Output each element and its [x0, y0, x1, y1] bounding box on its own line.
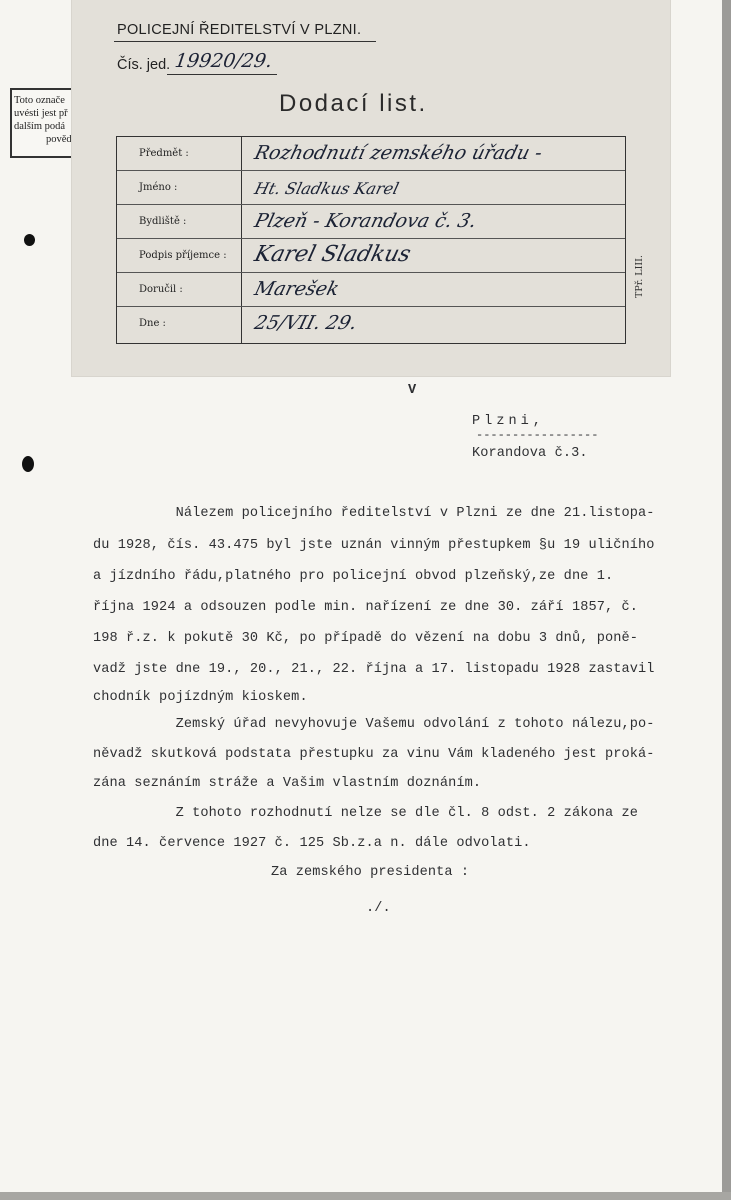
body-line: Z tohoto rozhodnutí nelze se dle čl. 8 odst. 2 zákona ze [93, 806, 638, 821]
form-row [117, 239, 625, 273]
typed-v-mark: V [408, 383, 417, 398]
side-note-line: Toto označe [14, 95, 65, 106]
form-value: Marešek [252, 278, 342, 300]
side-note-line: uvésti jest př [14, 108, 68, 119]
closing-line: Za zemského presidenta : [271, 865, 470, 880]
reference-number: 19920/29. [173, 50, 274, 72]
form-label: Jméno : [139, 182, 178, 193]
slip-header: POLICEJNÍ ŘEDITELSTVÍ V PLZNI. [117, 22, 362, 38]
form-value: Ht. Sladkus Karel [252, 179, 401, 198]
punch-hole [22, 456, 34, 472]
address-city: Plzni, [472, 414, 545, 429]
page-edge-right [722, 0, 731, 1200]
body-line: Zemský úřad nevyhovuje Vašemu odvolání z tohoto nálezu,po- [93, 717, 655, 732]
punch-hole [24, 234, 35, 246]
address-street: Korandova č.3. [472, 446, 588, 461]
form-label: Bydliště : [139, 216, 187, 227]
body-line: vadž jste dne 19., 20., 21., 22. října a 17. listopadu 1928 zastavil [93, 662, 655, 677]
address-underline: ----------------- [476, 428, 599, 442]
side-note-line: dalším podá [14, 121, 66, 132]
form-label: Doručil : [139, 284, 183, 295]
side-note-line: pověd [46, 134, 72, 145]
body-line: zána seznáním stráže a Vašim vlastním doznáním. [93, 776, 482, 791]
form-row [117, 171, 625, 205]
form-value: Plzeň - Korandova č. 3. [252, 210, 479, 232]
delivery-slip [72, 0, 670, 376]
slip-header-rule [114, 41, 376, 42]
form-row [117, 205, 625, 239]
body-line: října 1924 a odsouzen podle min. nařízení ze dne 30. září 1857, č. [93, 600, 638, 615]
body-line: a jízdního řádu,platného pro policejní obvod plzeňský,ze dne 1. [93, 569, 614, 584]
body-line: dne 14. července 1927 č. 125 Sb.z.a n. dále odvolati. [93, 836, 531, 851]
reference-label: Čís. jed. [117, 57, 171, 73]
slip-title: Dodací list. [279, 90, 428, 117]
form-value: Rozhodnutí zemského úřadu - [252, 142, 545, 164]
body-line: Nálezem policejního ředitelství v Plzni ze dne 21.listopa- [93, 506, 655, 521]
form-value: Karel Sladkus [251, 242, 414, 267]
signature-mark: ./. [366, 901, 391, 916]
body-line: něvadž skutková podstata přestupku za vinu Vám kladeného jest proká- [93, 747, 655, 762]
form-code-vertical: TPř. LIII. [634, 255, 645, 298]
body-line: chodník pojízdným kioskem. [93, 690, 308, 705]
form-value: 25/VII. 29. [252, 312, 360, 334]
page-edge-bottom [0, 1192, 731, 1200]
form-row [117, 307, 625, 343]
reference-rule [167, 74, 277, 75]
form-label: Dne : [139, 318, 166, 329]
form-row [117, 273, 625, 307]
form-label: Podpis příjemce : [139, 250, 227, 261]
delivery-form-table [116, 136, 626, 344]
body-line: 198 ř.z. k pokutě 30 Kč, po případě do vězení na dobu 3 dnů, poně- [93, 631, 638, 646]
form-row [117, 137, 625, 171]
form-label: Předmět : [139, 148, 189, 159]
body-line: du 1928, čís. 43.475 byl jste uznán vinným přestupkem §u 19 uličního [93, 538, 655, 553]
